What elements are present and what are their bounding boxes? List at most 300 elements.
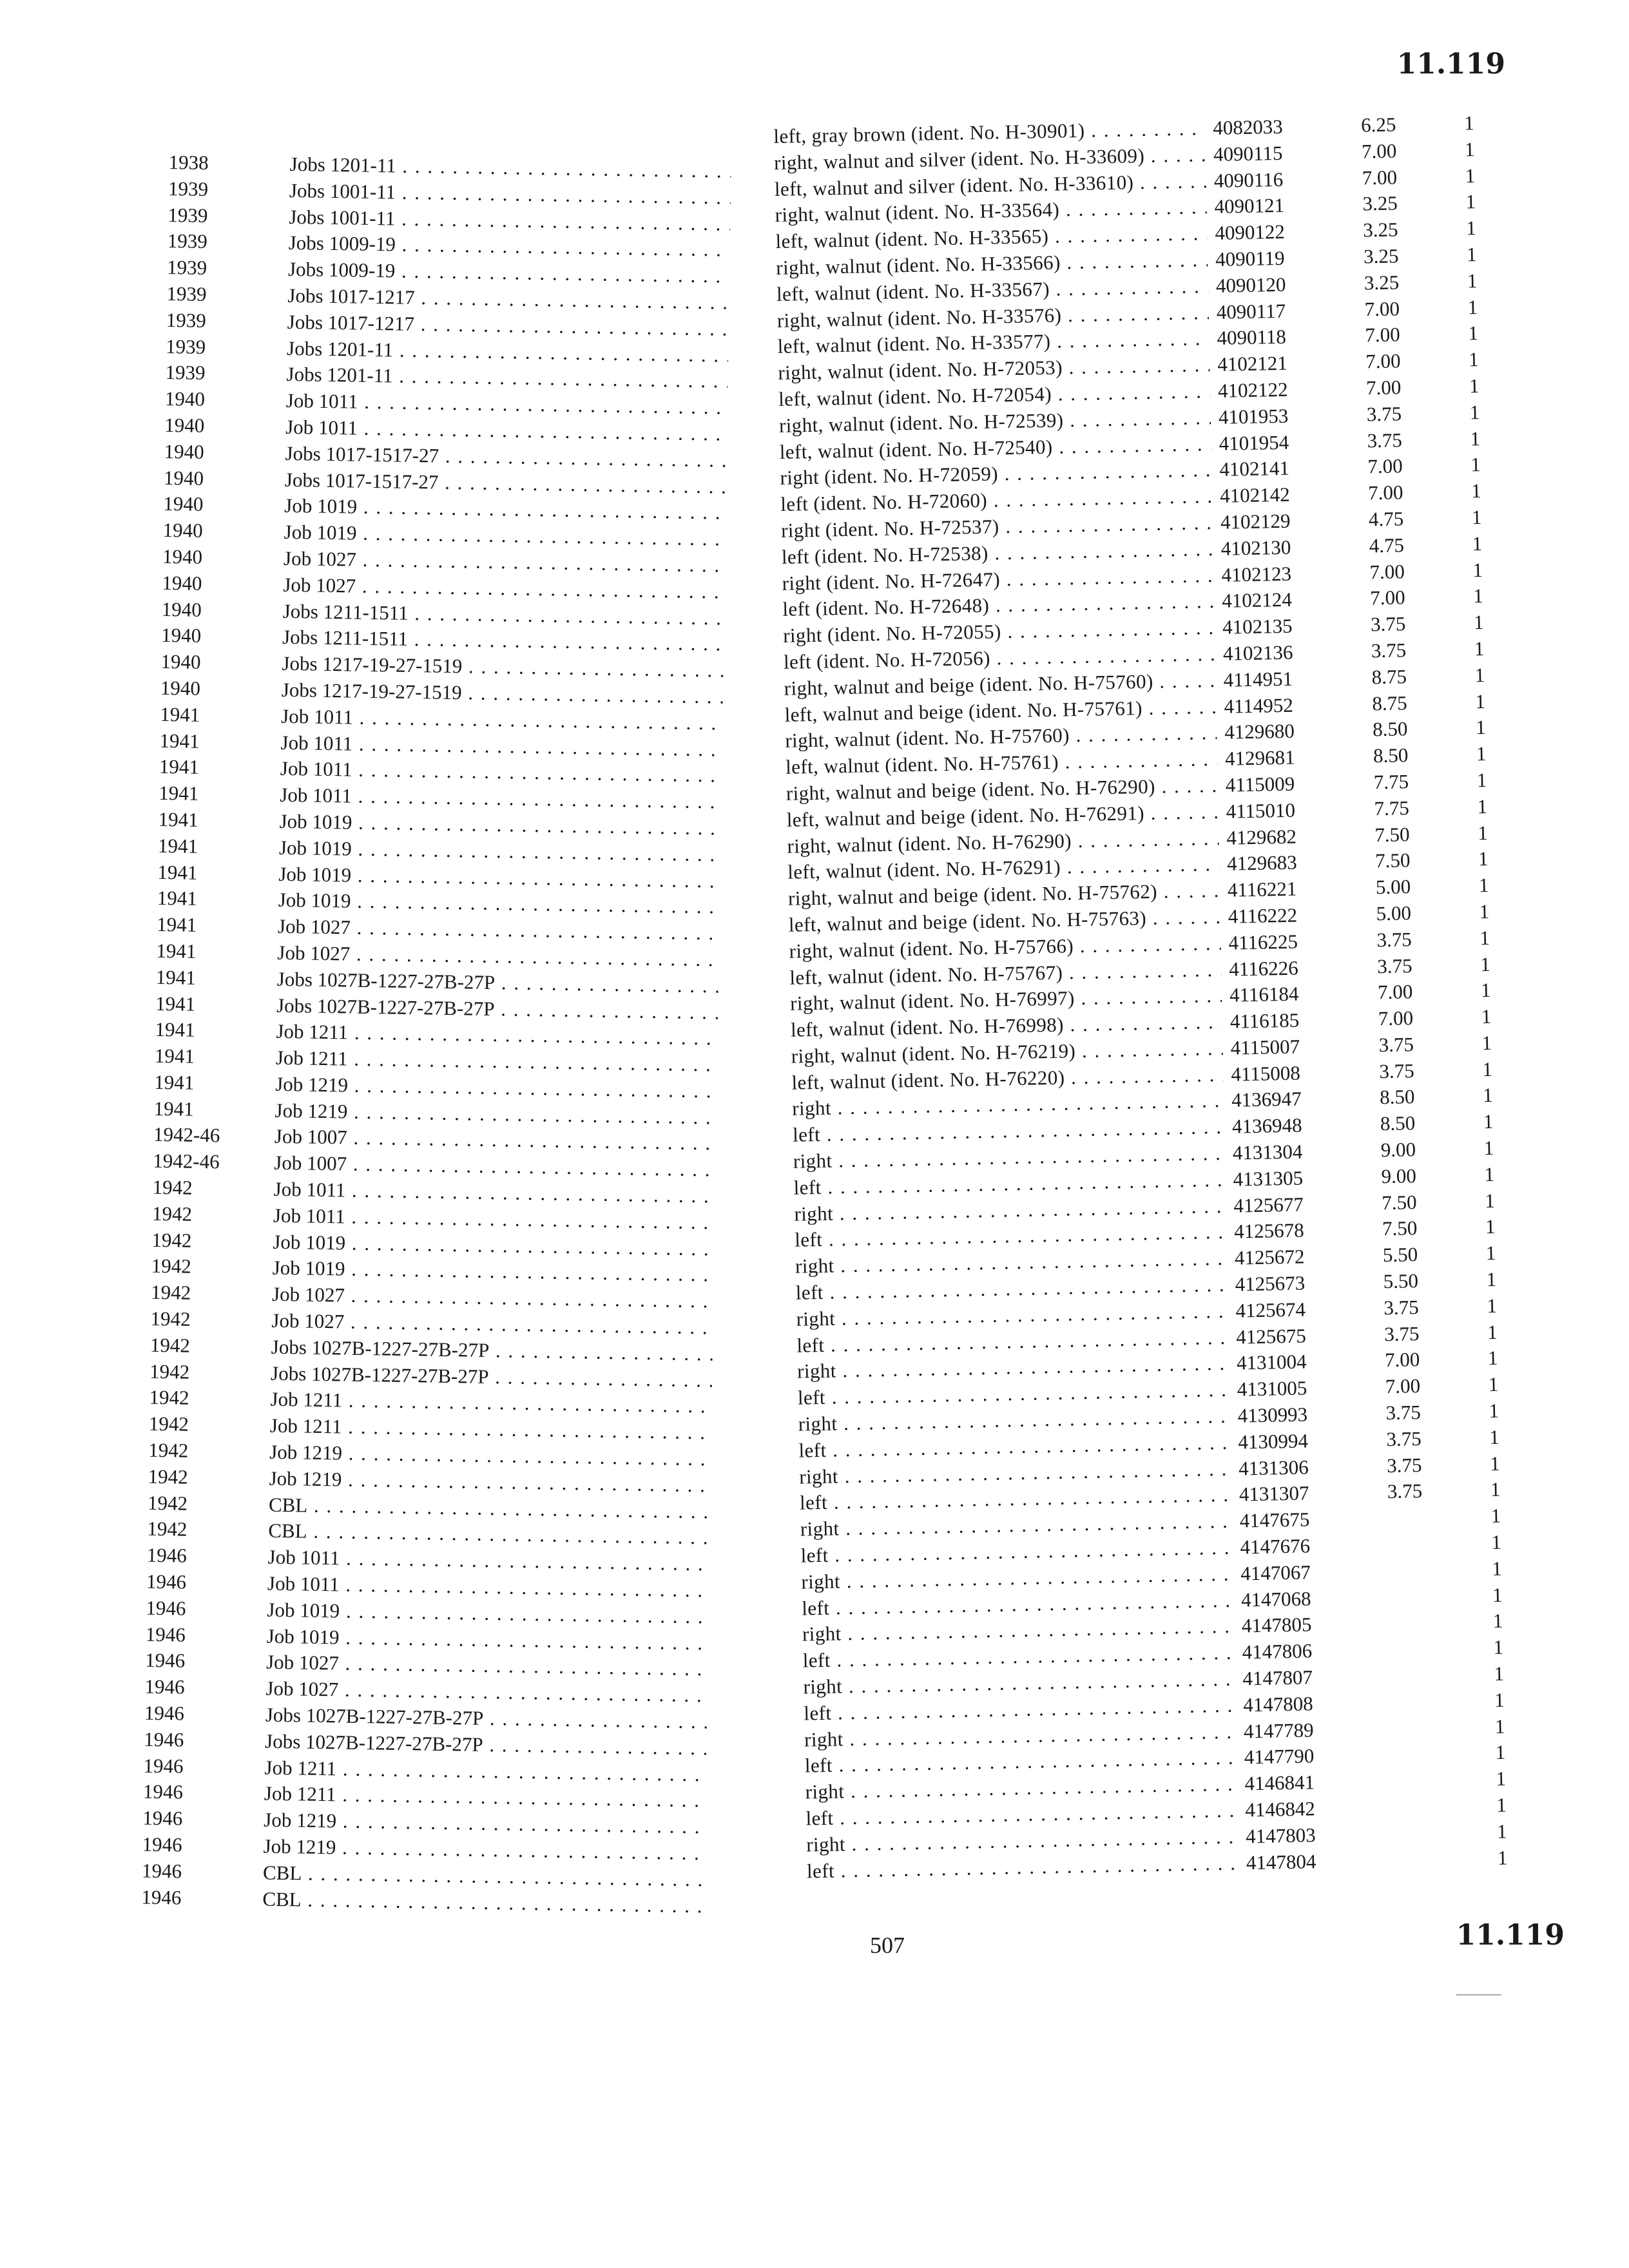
model-year: 1946 [145, 1622, 186, 1646]
part-number: 4125677 [1233, 1193, 1304, 1217]
quantity: 1 [1465, 216, 1477, 240]
model-year: 1946 [146, 1543, 187, 1567]
model-year: 1940 [160, 650, 201, 674]
part-description: right . . . [801, 1561, 1233, 1596]
job-designation: CBL . . . [269, 1492, 711, 1525]
list-price: 5.00 [1375, 875, 1411, 899]
list-price: 9.00 [1381, 1164, 1417, 1188]
job-designation: Jobs 1027B-1227-27B-27P . . . [276, 966, 718, 1000]
part-description: left (ident. No. H-72648) . . . [782, 588, 1215, 623]
part-number: 4114952 [1224, 693, 1294, 718]
quantity: 1 [1493, 1635, 1504, 1659]
quantity: 1 [1482, 1057, 1493, 1081]
part-number: 4131306 [1238, 1456, 1309, 1480]
quantity: 1 [1484, 1162, 1495, 1186]
part-description: left, walnut (ident. No. H-72054) . . . [778, 378, 1211, 413]
list-price: 7.00 [1362, 166, 1398, 189]
model-year: 1946 [141, 1885, 182, 1909]
quantity: 1 [1473, 611, 1484, 634]
part-description: left, walnut (ident. No. H-33565) . . . [775, 220, 1208, 255]
part-description: right (ident. No. H-72537) . . . [781, 510, 1213, 544]
part-number: 4131307 [1239, 1481, 1309, 1506]
model-year: 1946 [142, 1806, 183, 1830]
part-description: left . . . [802, 1587, 1234, 1622]
job-designation: Job 1211 . . . [270, 1387, 712, 1420]
list-price: 4.75 [1368, 507, 1404, 531]
list-price: 7.00 [1367, 481, 1403, 505]
job-designation: Jobs 1201-11 . . . [287, 335, 729, 369]
part-number: 4115010 [1226, 798, 1296, 823]
quantity: 1 [1478, 874, 1489, 897]
quantity: 1 [1488, 1373, 1499, 1396]
model-year: 1941 [157, 834, 198, 858]
job-designation: Jobs 1017-1517-27 . . . [285, 441, 727, 474]
part-number: 4131005 [1237, 1376, 1307, 1401]
quantity: 1 [1480, 926, 1490, 949]
part-description: right, walnut (ident. No. H-33576) . . . [776, 300, 1209, 334]
model-year: 1941 [155, 1018, 195, 1042]
part-number: 4147804 [1246, 1849, 1316, 1874]
part-number: 4129683 [1226, 850, 1297, 876]
part-description: left, walnut and beige (ident. No. H-75761) . . . [784, 694, 1217, 729]
model-year: 1946 [144, 1701, 185, 1725]
quantity: 1 [1489, 1399, 1499, 1423]
job-designation: Job 1211 . . . [276, 1045, 718, 1079]
quantity: 1 [1494, 1715, 1505, 1738]
list-price: 5.00 [1376, 901, 1412, 925]
job-designation: Jobs 1001-11 . . . [289, 178, 731, 211]
quantity: 1 [1478, 847, 1489, 870]
part-description: left . . . [800, 1535, 1233, 1570]
model-year: 1941 [155, 992, 196, 1015]
list-price: 7.00 [1364, 296, 1400, 321]
part-description: right . . . [797, 1350, 1229, 1385]
job-designation: Job 1019 . . . [279, 809, 721, 842]
quantity: 1 [1467, 295, 1478, 318]
part-number: 4136947 [1231, 1088, 1302, 1112]
quantity: 1 [1497, 1846, 1508, 1869]
job-designation: Job 1011 . . . [286, 388, 728, 421]
part-number: 4115009 [1225, 772, 1295, 796]
quantity: 1 [1476, 742, 1487, 765]
part-description: right, walnut and beige (ident. No. H-76290) . . . [786, 773, 1219, 807]
part-description: left, walnut (ident. No. H-33567) . . . [776, 273, 1209, 308]
job-designation: Job 1219 . . . [269, 1466, 711, 1499]
model-year: 1940 [164, 413, 205, 437]
list-price: 8.50 [1380, 1111, 1416, 1135]
quantity: 1 [1483, 1110, 1494, 1133]
part-number: 4116225 [1228, 930, 1298, 954]
part-number: 4090117 [1216, 299, 1286, 323]
part-number: 4102130 [1220, 535, 1291, 560]
quantity: 1 [1470, 479, 1481, 503]
model-year: 1946 [144, 1649, 186, 1673]
part-description: right . . . [803, 1666, 1235, 1701]
list-price: 7.00 [1365, 349, 1401, 373]
job-designation: Job 1019 . . . [284, 493, 726, 526]
part-number: 4090116 [1213, 168, 1284, 192]
list-price: 9.00 [1380, 1138, 1416, 1162]
list-price: 3.75 [1371, 639, 1407, 662]
list-price [1392, 1740, 1496, 1768]
part-description: right, walnut and silver (ident. No. H-33609) . . . [774, 142, 1206, 177]
model-year: 1941 [153, 1097, 194, 1120]
list-price: 3.75 [1378, 1033, 1414, 1057]
job-designation: Jobs 1027B-1227-27B-27P . . . [276, 992, 718, 1026]
part-number: 4115007 [1230, 1035, 1300, 1059]
list-price: 5.50 [1383, 1269, 1419, 1293]
list-price: 7.00 [1367, 454, 1403, 478]
quantity: 1 [1468, 322, 1479, 345]
list-price: 7.00 [1365, 376, 1402, 399]
part-number: 4131304 [1232, 1140, 1303, 1164]
model-year: 1940 [160, 624, 202, 648]
part-description: left, walnut (ident. No. H-76291) . . . [787, 851, 1220, 886]
model-year: 1942-46 [153, 1149, 220, 1173]
job-designation: Job 1011 . . . [267, 1571, 709, 1604]
job-designation: Jobs 1027B-1227-27B-27P . . . [271, 1334, 713, 1368]
list-price: 7.50 [1374, 849, 1411, 872]
job-designation: Jobs 1201-11 . . . [286, 361, 728, 395]
job-designation: Job 1027 . . . [277, 940, 719, 974]
list-price: 3.75 [1379, 1059, 1414, 1082]
part-number: 4129680 [1224, 719, 1295, 744]
quantity: 1 [1472, 558, 1483, 581]
job-designation: Jobs 1027B-1227-27B-27P . . . [271, 1360, 713, 1394]
model-year: 1938 [168, 150, 209, 174]
part-description: left . . . [795, 1272, 1228, 1307]
job-designation: Job 1019 . . . [272, 1255, 714, 1289]
part-number: 4147790 [1244, 1744, 1315, 1769]
quantity: 1 [1482, 1084, 1493, 1107]
quantity: 1 [1480, 979, 1491, 1002]
job-designation: Job 1219 . . . [275, 1097, 717, 1131]
quantity: 1 [1489, 1452, 1500, 1475]
part-description: right, walnut (ident. No. H-33564) . . . [775, 195, 1207, 229]
part-number: 4116185 [1229, 1008, 1300, 1033]
part-description: left . . . [807, 1850, 1239, 1885]
quantity: 1 [1476, 768, 1487, 792]
quantity: 1 [1470, 453, 1481, 476]
job-designation: Job 1019 . . . [284, 519, 726, 553]
list-price: 3.75 [1376, 927, 1412, 951]
list-price [1388, 1530, 1492, 1558]
model-year: 1939 [165, 361, 206, 385]
model-year: 1940 [162, 571, 202, 595]
list-price: 7.00 [1385, 1374, 1421, 1398]
part-number: 4146841 [1244, 1771, 1315, 1795]
list-price: 7.75 [1373, 770, 1409, 794]
part-description: right (ident. No. H-72059) . . . [780, 457, 1212, 492]
list-price [1389, 1556, 1492, 1584]
model-year: 1941 [156, 912, 197, 936]
part-description: left . . . [793, 1167, 1226, 1202]
part-description: left, walnut (ident. No. H-76998) . . . [791, 1009, 1223, 1044]
part-number: 4102123 [1221, 562, 1292, 586]
part-number: 4147806 [1242, 1639, 1313, 1664]
list-price: 8.75 [1372, 691, 1408, 715]
part-number: 4115008 [1231, 1061, 1301, 1086]
part-number: 4147805 [1241, 1613, 1312, 1637]
part-description: right . . . [793, 1140, 1226, 1175]
model-year: 1946 [143, 1727, 184, 1751]
model-year: 1941 [159, 782, 199, 805]
quantity: 1 [1481, 1004, 1492, 1028]
job-designation: Job 1019 . . . [267, 1597, 709, 1631]
model-year: 1939 [166, 282, 207, 305]
part-description: left, walnut and beige (ident. No. H-75763) . . . [788, 904, 1220, 939]
model-year: 1942 [147, 1517, 188, 1541]
model-year: 1942 [150, 1307, 191, 1331]
part-description: right . . . [804, 1718, 1237, 1753]
job-designation: Job 1011 . . . [281, 704, 723, 737]
model-year: 1946 [142, 1780, 184, 1804]
list-price: 3.75 [1385, 1401, 1422, 1425]
part-description: right . . . [802, 1613, 1235, 1648]
job-designation: Job 1019 . . . [273, 1229, 715, 1262]
job-designation: Job 1019 . . . [279, 835, 721, 869]
quantity: 1 [1496, 1820, 1507, 1843]
job-designation: Job 1027 . . . [272, 1282, 714, 1315]
part-description: left (ident. No. H-72538) . . . [782, 536, 1214, 571]
part-description: right . . . [795, 1245, 1228, 1280]
quantity: 1 [1487, 1320, 1498, 1343]
model-year: 1941 [159, 755, 200, 779]
model-year: 1946 [146, 1570, 187, 1593]
model-year: 1940 [163, 492, 204, 516]
part-description: left . . . [800, 1482, 1232, 1517]
part-description: right, walnut (ident. No. H-76997) . . . [790, 983, 1222, 1017]
quantity: 1 [1471, 505, 1482, 529]
part-number: 4101953 [1218, 404, 1289, 428]
job-designation: Jobs 1001-11 . . . [289, 204, 731, 238]
model-year: 1941 [155, 965, 197, 989]
list-price: 3.75 [1383, 1295, 1420, 1320]
model-year: 1946 [146, 1596, 186, 1620]
job-designation: Jobs 1217-19-27-1519 . . . [282, 677, 724, 711]
job-designation: Jobs 1217-19-27-1519 . . . [282, 651, 724, 684]
part-description: left, walnut (ident. No. H-33577) . . . [777, 325, 1210, 360]
part-description: left . . . [798, 1430, 1231, 1465]
job-designation: Job 1219 . . . [269, 1439, 711, 1473]
job-designation: Job 1027 . . . [265, 1676, 708, 1709]
model-year: 1939 [168, 203, 208, 227]
part-description: left . . . [795, 1219, 1227, 1254]
list-price [1390, 1635, 1494, 1663]
quantity: 1 [1477, 821, 1489, 844]
model-year: 1942 [150, 1281, 191, 1305]
part-number: 4101954 [1219, 430, 1289, 455]
list-price [1392, 1714, 1496, 1742]
model-year: 1939 [165, 334, 206, 358]
part-description: right, walnut (ident. No. H-75766) . . . [789, 930, 1221, 965]
job-designation: Job 1011 . . . [273, 1203, 715, 1236]
part-number: 4130993 [1237, 1403, 1308, 1427]
part-number: 4116184 [1229, 982, 1299, 1006]
model-year: 1942 [151, 1254, 192, 1278]
job-designation: Job 1219 . . . [275, 1072, 717, 1105]
part-number: 4090122 [1215, 220, 1286, 245]
job-designation: Job 1027 . . . [266, 1649, 708, 1683]
model-year: 1942 [152, 1175, 193, 1199]
job-designation: Jobs 1017-1217 . . . [287, 283, 729, 316]
part-description: right . . . [792, 1088, 1224, 1122]
job-designation: Job 1027 . . . [284, 546, 726, 579]
list-price: 6.25 [1360, 113, 1396, 137]
part-number: 4130994 [1238, 1429, 1309, 1454]
part-description: left, walnut (ident. No. H-76220) . . . [791, 1062, 1224, 1097]
list-price: 3.75 [1386, 1427, 1422, 1450]
section-number-top: 11.119 [1396, 48, 1505, 81]
list-price [1391, 1687, 1495, 1716]
part-number: 4090118 [1217, 325, 1287, 350]
quantity: 1 [1467, 269, 1478, 293]
list-price: 7.00 [1369, 559, 1405, 583]
quantity: 1 [1490, 1504, 1501, 1528]
quantity: 1 [1480, 952, 1491, 975]
list-price [1387, 1503, 1491, 1532]
part-number: 4136948 [1231, 1113, 1302, 1138]
part-description: left, walnut and silver (ident. No. H-33610) . . . [775, 168, 1207, 203]
list-price: 8.50 [1379, 1085, 1415, 1109]
job-designation: Job 1219 . . . [263, 1834, 705, 1867]
job-designation: Job 1019 . . . [278, 861, 720, 894]
model-year: 1941 [157, 887, 198, 910]
part-description: left . . . [802, 1640, 1235, 1675]
list-price: 7.00 [1361, 139, 1397, 163]
list-price: 3.25 [1364, 271, 1400, 294]
quantity: 1 [1484, 1189, 1496, 1212]
scan-mark [1456, 1994, 1501, 1995]
job-designation: Job 1011 . . . [280, 756, 722, 789]
model-year: 1942 [147, 1491, 188, 1515]
part-number: 4147068 [1240, 1587, 1311, 1611]
list-price: 7.00 [1384, 1348, 1420, 1372]
part-description: left, walnut and beige (ident. No. H-76291) . . . [786, 799, 1219, 834]
part-number: 4102121 [1217, 351, 1288, 376]
part-description: left . . . [796, 1324, 1229, 1359]
quantity: 1 [1466, 243, 1477, 266]
model-year: 1939 [168, 177, 209, 200]
job-designation: Job 1219 . . . [264, 1807, 706, 1841]
model-year: 1941 [157, 860, 198, 884]
part-description: right, walnut and beige (ident. No. H-75762) . . . [788, 878, 1220, 912]
part-description: right . . . [794, 1193, 1226, 1228]
quantity: 1 [1492, 1583, 1503, 1606]
part-number: 4131305 [1233, 1166, 1304, 1191]
quantity: 1 [1496, 1767, 1507, 1791]
list-price: 3.25 [1363, 218, 1398, 242]
part-description: right . . . [805, 1771, 1237, 1806]
job-designation: Job 1027 . . . [271, 1308, 713, 1341]
model-year: 1940 [162, 519, 203, 543]
part-number: 4125678 [1233, 1218, 1304, 1244]
model-year: 1940 [164, 439, 204, 463]
model-year: 1942 [149, 1360, 190, 1383]
part-number: 4147067 [1240, 1561, 1311, 1585]
list-price [1394, 1819, 1498, 1847]
list-price: 3.75 [1367, 428, 1403, 452]
job-designation: CBL . . . [263, 1860, 705, 1893]
list-price [1394, 1845, 1498, 1874]
model-year: 1940 [162, 544, 203, 568]
job-designation: Jobs 1211-1511 . . . [282, 598, 724, 631]
part-description: left (ident. No. H-72056) . . . [784, 641, 1216, 676]
list-price: 3.75 [1366, 402, 1402, 426]
part-description: left, gray brown (ident. No. H-30901) . . . [773, 115, 1206, 150]
part-description: right, walnut (ident. No. H-76290) . . . [787, 825, 1219, 860]
part-description: right, walnut (ident. No. H-75760) . . . [785, 720, 1217, 754]
quantity: 1 [1475, 716, 1487, 739]
model-year: 1942 [149, 1386, 189, 1410]
quantity: 1 [1470, 427, 1481, 450]
part-description: right . . . [799, 1456, 1231, 1490]
part-description: left, walnut (ident. No. H-72540) . . . [779, 431, 1211, 466]
quantity: 1 [1487, 1294, 1498, 1317]
part-number: 4125672 [1234, 1245, 1305, 1269]
model-year: 1946 [143, 1754, 184, 1778]
job-designation: Job 1211 . . . [270, 1413, 712, 1446]
list-price: 7.00 [1369, 586, 1405, 610]
job-designation: CBL . . . [268, 1518, 710, 1552]
part-number: 4125675 [1235, 1324, 1307, 1349]
list-price: 7.00 [1365, 323, 1401, 347]
part-number: 4147675 [1239, 1508, 1310, 1532]
part-number: 4082033 [1212, 115, 1284, 139]
model-year: 1940 [164, 387, 206, 411]
job-designation: Job 1211 . . . [264, 1781, 706, 1814]
parts-column [773, 110, 1554, 1885]
list-price: 7.00 [1378, 1006, 1414, 1030]
quantity: 1 [1491, 1557, 1503, 1580]
list-price: 7.00 [1377, 980, 1413, 1004]
model-year: 1942 [151, 1228, 192, 1252]
model-year: 1946 [141, 1859, 182, 1883]
part-description: right . . . [796, 1298, 1228, 1333]
part-number: 4147676 [1240, 1534, 1311, 1559]
job-designation: Jobs 1017-1517-27 . . . [285, 466, 727, 500]
part-number: 4090120 [1215, 273, 1286, 297]
model-year: 1946 [142, 1832, 182, 1856]
list-price: 5.50 [1382, 1243, 1418, 1267]
quantity: 1 [1472, 584, 1484, 608]
model-year: 1941 [153, 1070, 195, 1094]
part-description: right (ident. No. H-72055) . . . [783, 615, 1215, 649]
part-description: left . . . [805, 1798, 1238, 1832]
job-designation: CBL . . . [262, 1886, 704, 1919]
quantity: 1 [1490, 1478, 1501, 1501]
model-year: 1940 [160, 676, 201, 700]
quantity: 1 [1464, 137, 1475, 161]
quantity: 1 [1474, 663, 1485, 686]
model-year: 1939 [167, 229, 208, 253]
quantity: 1 [1465, 164, 1476, 187]
list-price: 3.25 [1362, 191, 1398, 215]
quantity: 1 [1485, 1215, 1496, 1238]
list-price [1393, 1766, 1496, 1794]
application-column [141, 149, 749, 1919]
job-designation: Jobs 1027B-1227-27B-27P . . . [265, 1728, 707, 1762]
list-price: 7.75 [1374, 796, 1410, 820]
quantity: 1 [1463, 111, 1475, 135]
part-number: 4129681 [1224, 745, 1295, 770]
list-price: 3.75 [1386, 1453, 1422, 1477]
part-description: right, walnut and beige (ident. No. H-75760) . . . [784, 668, 1216, 702]
quantity: 1 [1465, 190, 1476, 213]
part-description: right . . . [806, 1823, 1239, 1858]
part-number: 4131004 [1236, 1350, 1307, 1375]
quantity: 1 [1472, 532, 1483, 555]
